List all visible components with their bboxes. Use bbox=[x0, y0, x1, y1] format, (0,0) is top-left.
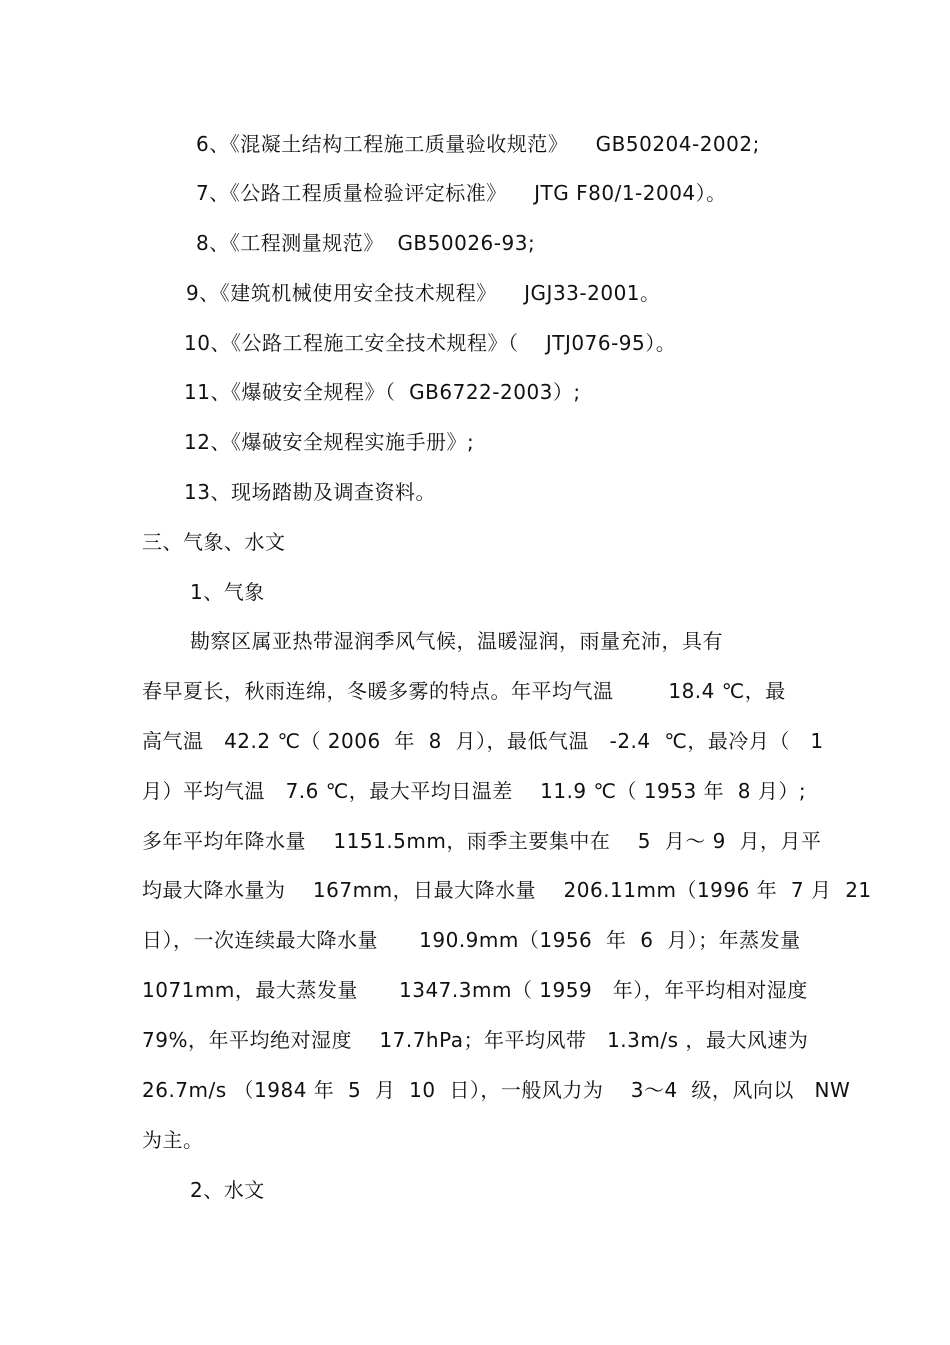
paragraph-line: 为主。 bbox=[142, 1128, 204, 1152]
paragraph-line: 1071mm，最大蒸发量 1347.3mm（ 1959 年），年平均相对湿度 bbox=[142, 978, 808, 1002]
reference-item: 8、《工程测量规范》 GB50026-93; bbox=[196, 231, 536, 255]
reference-item: 9、《建筑机械使用安全技术规程》 JGJ33-2001。 bbox=[186, 281, 661, 305]
reference-item: 11、《爆破安全规程》（ GB6722-2003）; bbox=[184, 380, 581, 404]
paragraph-line: 26.7m/s （1984 年 5 月 10 日），一般风力为 3～4 级，风向以 NW bbox=[142, 1078, 851, 1102]
paragraph-line: 多年平均年降水量 1151.5mm，雨季主要集中在 5 月～ 9 月，月平 bbox=[142, 829, 822, 853]
reference-item: 10、《公路工程施工安全技术规程》（ JTJ076-95）。 bbox=[184, 331, 677, 355]
reference-item: 7、《公路工程质量检验评定标准》 JTG F80/1-2004）。 bbox=[196, 181, 727, 205]
paragraph-line: 均最大降水量为 167mm，日最大降水量 206.11mm（1996 年 7 月 21 bbox=[142, 878, 872, 902]
reference-item: 12、《爆破安全规程实施手册》; bbox=[184, 430, 475, 454]
reference-item: 6、《混凝土结构工程施工质量验收规范》 GB50204-2002; bbox=[196, 132, 760, 156]
paragraph-line: 79%，年平均绝对湿度 17.7hPa；年平均风带 1.3m/s ，最大风速为 bbox=[142, 1028, 809, 1052]
paragraph-line: 春早夏长，秋雨连绵，冬暖多雾的特点。年平均气温 18.4 ℃，最 bbox=[142, 679, 786, 703]
paragraph-line: 高气温 42.2 ℃（ 2006 年 8 月），最低气温 -2.4 ℃，最冷月（ 1 bbox=[142, 729, 824, 753]
subsection-title-hydrology: 2、水文 bbox=[190, 1178, 265, 1202]
reference-item: 13、现场踏勘及调查资料。 bbox=[184, 480, 436, 504]
subsection-title-meteorology: 1、气象 bbox=[190, 580, 265, 604]
section-title: 三、气象、水文 bbox=[142, 530, 286, 554]
paragraph-line: 日），一次连续最大降水量 190.9mm（1956 年 6 月）；年蒸发量 bbox=[142, 928, 801, 952]
paragraph-line: 月）平均气温 7.6 ℃，最大平均日温差 11.9 ℃（ 1953 年 8 月）; bbox=[142, 779, 807, 803]
paragraph-line: 勘察区属亚热带湿润季风气候，温暖湿润，雨量充沛，具有 bbox=[190, 629, 723, 653]
